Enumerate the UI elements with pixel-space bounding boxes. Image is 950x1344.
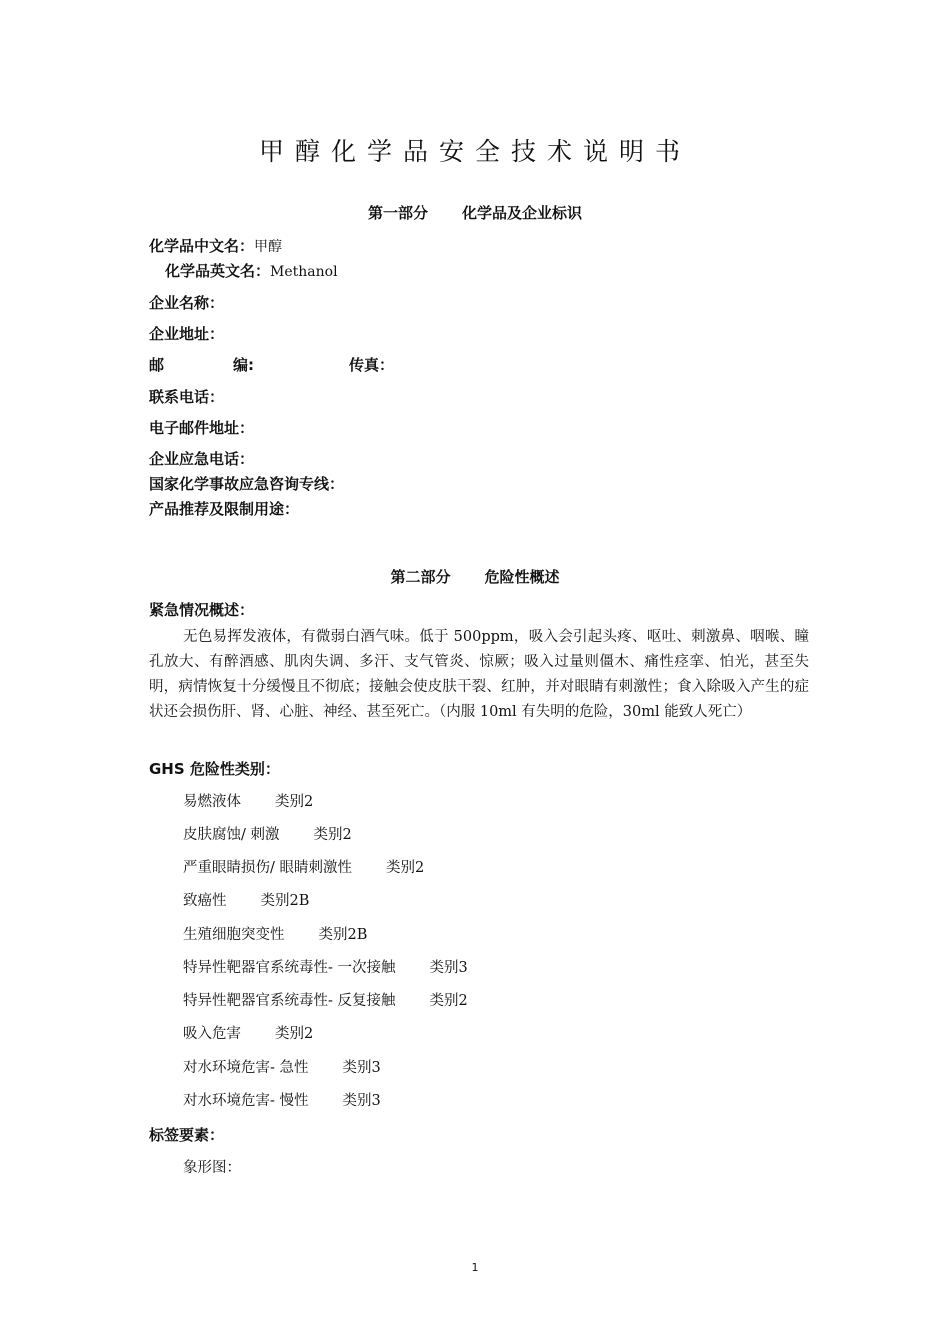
- pictogram-label: 象形图：: [183, 1160, 241, 1176]
- ghs-item-category: 类别2: [313, 827, 352, 843]
- ghs-item: [183, 989, 468, 1010]
- label-elements-label: 标签要素：: [149, 1126, 225, 1144]
- emergency-overview-label: 紧急情况概述：: [149, 601, 255, 619]
- cn-name-row: [149, 235, 282, 256]
- postcode-label: [149, 354, 164, 375]
- ghs-item-category: 类别3: [429, 960, 468, 976]
- ghs-label: GHS 危险性类别：: [149, 760, 280, 778]
- ghs-item-category: 类别2: [275, 1026, 314, 1042]
- ghs-item-name: 易燃液体: [183, 794, 241, 810]
- ghs-item: [183, 856, 424, 877]
- section-number: 第一部分: [367, 204, 428, 222]
- ghs-item-name: 特异性靶器官系统毒性- 反复接触: [183, 993, 396, 1009]
- section-number: 第二部分: [390, 568, 451, 586]
- ghs-item-name: 皮肤腐蚀/ 刺激: [183, 827, 280, 843]
- company-name-label: 企业名称：: [149, 294, 225, 312]
- ghs-item-name: 特异性靶器官系统毒性- 一次接触: [183, 960, 396, 976]
- email-label: 电子邮件地址：: [149, 419, 255, 437]
- ghs-item-name: 对水环境危害- 慢性: [183, 1093, 309, 1109]
- fax-label: 传真：: [349, 356, 395, 374]
- field-label: 化学品中文名：: [149, 237, 255, 255]
- ghs-item: [183, 1022, 313, 1043]
- en-name-row: [165, 260, 338, 281]
- ghs-item: [183, 823, 352, 844]
- document-title: 甲醇化学品安全技术说明书: [258, 137, 691, 166]
- postcode-label-part2: 编:: [233, 356, 254, 374]
- ghs-item-category: 类别2: [275, 794, 314, 810]
- ghs-item-category: 类别2: [429, 993, 468, 1009]
- phone-label: 联系电话：: [149, 388, 225, 406]
- section-title: 危险性概述: [484, 568, 560, 586]
- ghs-item: [183, 1056, 381, 1077]
- emergency-overview-text: 无色易挥发液体，有微弱白酒气味。低于 500ppm，吸入会引起头疼、呕吐、刺激鼻、咽喉、瞳孔放大、有醉酒感、肌肉失调、多汗、支气管炎、惊厥；吸入过量则僵木、痛性痉挛、怕光，甚至失明，病情恢复十分缓慢且不彻底；接触会使皮肤干裂、红肿，并对眼睛有刺激性；食入除吸入产生的症状还会损伤肝、肾、心脏、神经、甚至死亡。（内服 10ml 有失明的危险，30ml 能致人死亡）: [149, 629, 809, 720]
- ghs-item-category: 类别3: [342, 1060, 381, 1076]
- ghs-item-category: 类别2B: [318, 927, 368, 943]
- ghs-item-category: 类别2B: [260, 893, 310, 909]
- field-label: 化学品英文名：: [165, 262, 271, 280]
- ghs-item-category: 类别2: [386, 860, 425, 876]
- ghs-item-name: 致癌性: [183, 893, 227, 909]
- ghs-item: [183, 956, 468, 977]
- ghs-item-name: 严重眼睛损伤/ 眼睛刺激性: [183, 860, 352, 876]
- national-hotline-label: 国家化学事故应急咨询专线：: [149, 475, 345, 493]
- ghs-item: [183, 889, 309, 910]
- page-number: 1: [471, 1261, 479, 1274]
- emergency-phone-label: 企业应急电话：: [149, 450, 255, 468]
- ghs-item: [183, 923, 367, 944]
- section-title: 化学品及企业标识: [462, 204, 583, 222]
- product-use-label: 产品推荐及限制用途：: [149, 500, 300, 518]
- ghs-item-name: 生殖细胞突变性: [183, 927, 285, 943]
- ghs-item-name: 吸入危害: [183, 1026, 241, 1042]
- field-value: Methanol: [270, 264, 338, 280]
- ghs-item-name: 对水环境危害- 急性: [183, 1060, 309, 1076]
- company-address-label: 企业地址：: [149, 325, 225, 343]
- field-value: 甲醇: [254, 239, 283, 255]
- section-heading-part1: [0, 202, 950, 223]
- ghs-item: [183, 1089, 381, 1110]
- section-heading-part2: [0, 566, 950, 587]
- postcode-label-part1: 邮: [149, 356, 165, 374]
- ghs-item-category: 类别3: [342, 1093, 381, 1109]
- ghs-item: [183, 790, 313, 811]
